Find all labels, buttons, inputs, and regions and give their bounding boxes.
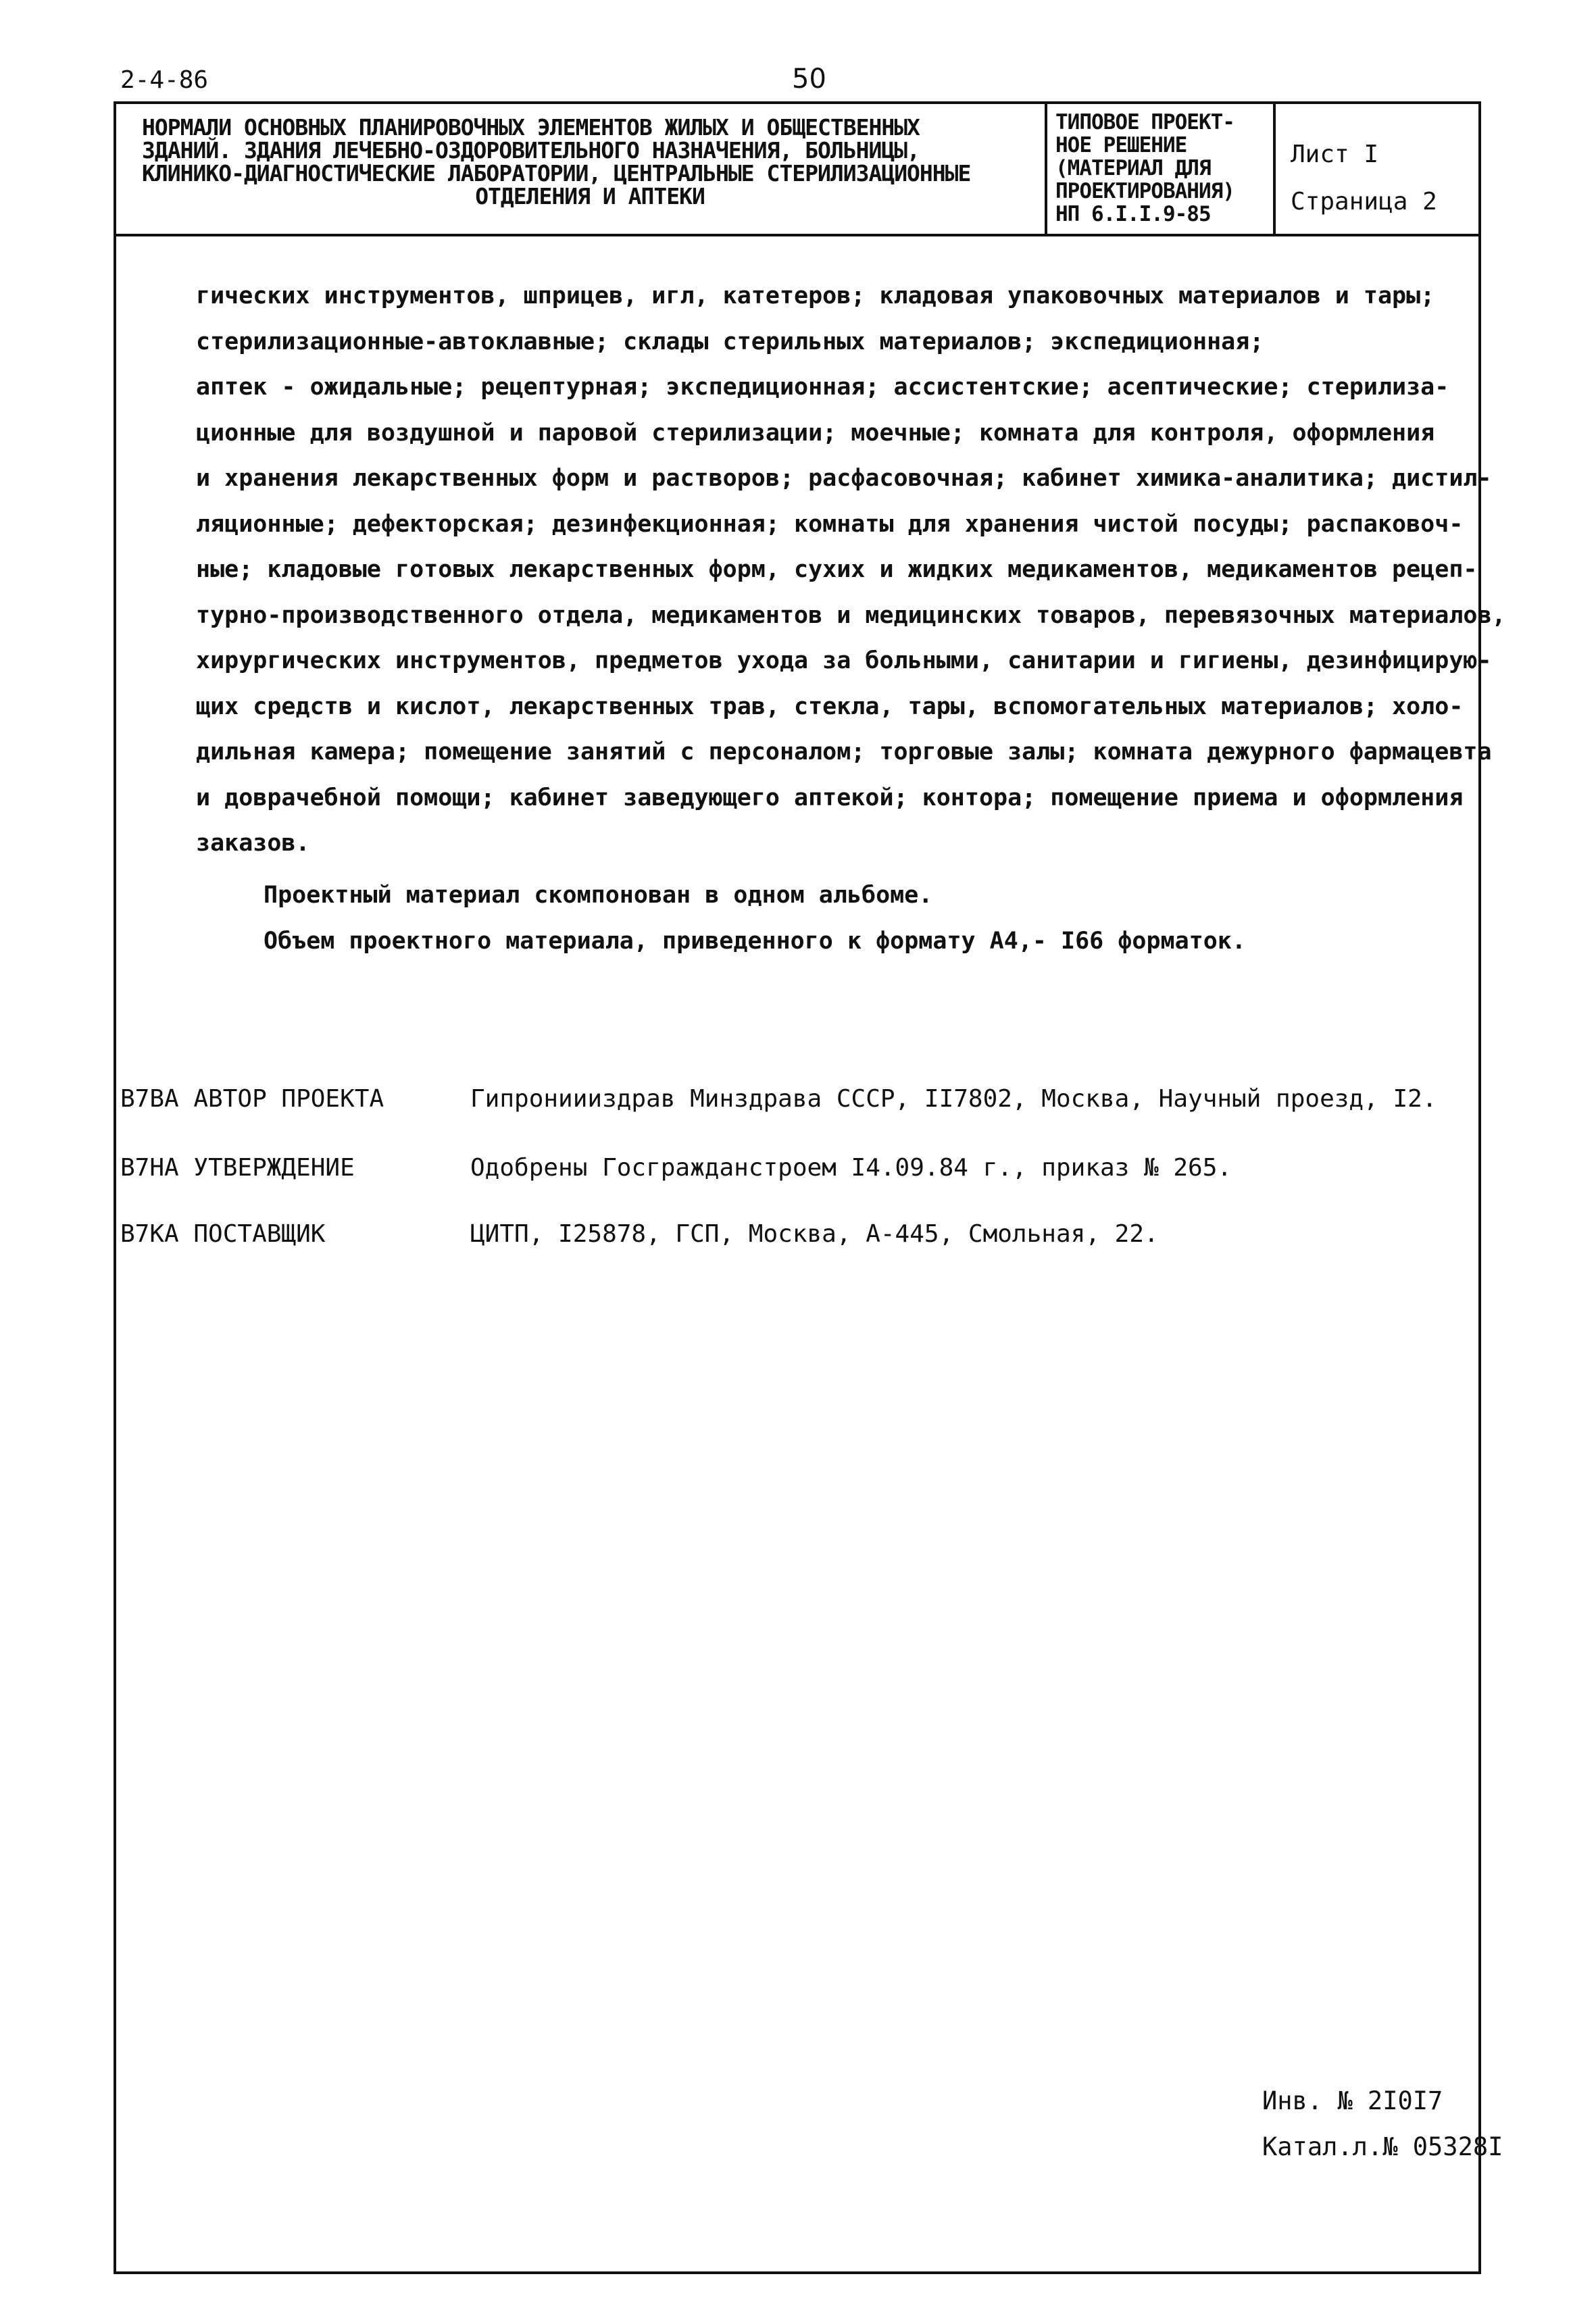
title-line: КЛИНИКО-ДИАГНОСТИЧЕСКИЕ ЛАБОРАТОРИИ, ЦЕНТРАЛЬНЫЕ СТЕРИЛИЗАЦИОННЫЕ <box>142 160 971 186</box>
inventory-block <box>1262 2078 1503 2170</box>
document-type <box>1047 101 1276 234</box>
title-line: ЗДАНИЙ. ЗДАНИЯ ЛЕЧЕБНО-ОЗДОРОВИТЕЛЬНОГО НАЗНАЧЕНИЯ, БОЛЬНИЦЫ, <box>142 137 920 164</box>
document-title <box>114 101 1047 234</box>
field-value: Гипрониииздрав Минздрава СССР, II7802, Москва, Научный проезд, I2. <box>470 1085 1437 1113</box>
doc-type-line: (МАТЕРИАЛ ДЛЯ <box>1055 156 1211 180</box>
body-line: турно-производственного отдела, медикаментов и медицинских товаров, перевязочных материалов, <box>196 601 1506 629</box>
title-line: НОРМАЛИ ОСНОВНЫХ ПЛАНИРОВОЧНЫХ ЭЛЕМЕНТОВ ЖИЛЫХ И ОБЩЕСТВЕННЫХ <box>142 114 920 141</box>
sheet-label: Лист I <box>1291 141 1379 168</box>
doc-type-line: ПРОЕКТИРОВАНИЯ) <box>1055 179 1235 203</box>
body-line: стерилизационные-автоклавные; склады стерильных материалов; экспедиционная; <box>196 328 1264 355</box>
body-line: ные; кладовые готовых лекарственных форм, сухих и жидких медикаментов, медикаментов рецеп- <box>196 556 1478 583</box>
body-line: хирургических инструментов, предметов ухода за больными, санитарии и гигиены, дезинфицирую- <box>196 647 1492 674</box>
body-line: аптек - ожидальные; рецептурная; экспедиционная; ассистентские; асептические; стерилиза- <box>196 374 1449 401</box>
body-line: дильная камера; помещение занятий с персоналом; торговые залы; комната дежурного фармацевта <box>196 738 1492 765</box>
page-number: 50 <box>792 64 826 95</box>
note-album: Проектный материал скомпонован в одном альбоме. <box>264 882 933 909</box>
field-value: Одобрены Госгражданстроем I4.09.84 г., приказ № 265. <box>470 1154 1232 1182</box>
body-line: гических инструментов, шприцев, игл, катетеров; кладовая упаковочных материалов и тары; <box>196 282 1435 309</box>
doc-type-line: ТИПОВОЕ ПРОЕКТ- <box>1055 110 1235 134</box>
body-line: ляционные; дефекторская; дезинфекционная; комнаты для хранения чистой посуды; распаковоч- <box>196 510 1464 538</box>
doc-type-line: НП 6.I.I.9-85 <box>1055 202 1211 226</box>
field-label: В7КА ПОСТАВЩИК <box>120 1220 326 1248</box>
body-line: и хранения лекарственных форм и растворов; расфасовочная; кабинет химика-аналитика; дистил- <box>196 465 1492 492</box>
body-line: ционные для воздушной и паровой стерилизации; моечные; комната для контроля, оформления <box>196 419 1435 447</box>
page-label: Страница 2 <box>1291 188 1437 216</box>
body-line: и доврачебной помощи; кабинет заведующего аптекой; контора; помещение приема и оформления <box>196 784 1464 811</box>
title-block <box>114 101 1481 236</box>
doc-type-line: НОЕ РЕШЕНИЕ <box>1055 133 1187 157</box>
body-line: заказов. <box>196 830 310 857</box>
field-label: В7НА УТВЕРЖДЕНИЕ <box>120 1154 355 1182</box>
document-code: 2-4-86 <box>120 66 209 94</box>
body-line: щих средств и кислот, лекарственных трав, стекла, тары, вспомогательных материалов; холо- <box>196 693 1464 720</box>
notes <box>264 872 1246 964</box>
inventory-number: Инв. № 2I0I7 <box>1262 2086 1443 2115</box>
field-label: В7ВА АВТОР ПРОЕКТА <box>120 1085 384 1113</box>
catalog-number: Катал.л.№ 05328I <box>1262 2132 1503 2161</box>
title-line: ОТДЕЛЕНИЯ И АПТЕКИ <box>475 183 705 209</box>
body-text <box>196 274 1506 867</box>
field-value: ЦИТП, I25878, ГСП, Москва, А-445, Смольная, 22. <box>470 1220 1159 1248</box>
sheet-info <box>1276 101 1476 234</box>
note-volume: Объем проектного материала, приведенного к формату А4,- I66 форматок. <box>264 928 1246 955</box>
